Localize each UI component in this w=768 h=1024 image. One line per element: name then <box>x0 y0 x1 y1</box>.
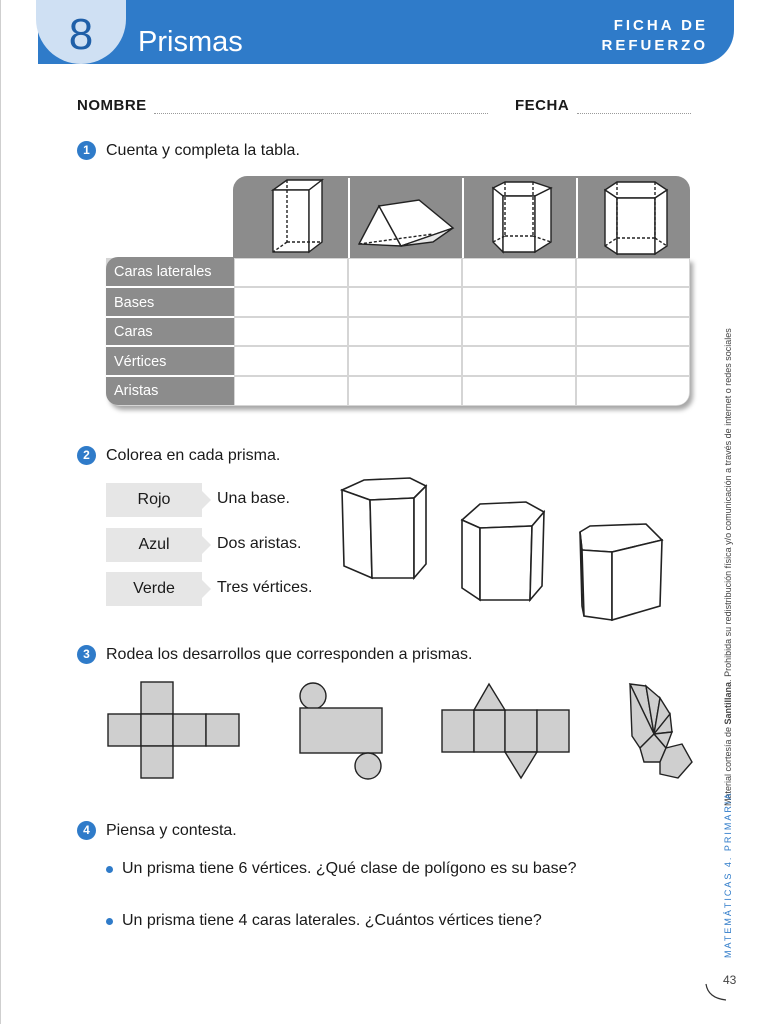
answer-cell[interactable] <box>463 259 575 286</box>
answer-cell[interactable] <box>577 259 689 286</box>
answer-cell[interactable] <box>235 377 347 405</box>
colour-instruction-azul: Dos aristas. <box>217 535 302 552</box>
exercise-3-number: 3 <box>77 645 96 664</box>
row-label-aristas: Aristas <box>114 383 159 399</box>
answer-cell[interactable] <box>349 347 461 375</box>
exercise-1-text: Cuenta y completa la tabla. <box>106 142 300 159</box>
rectangular-prism-icon <box>273 180 322 252</box>
answer-cell[interactable] <box>235 347 347 375</box>
answer-cell[interactable] <box>463 318 575 345</box>
net-pyramid-fan[interactable] <box>630 684 692 778</box>
answer-cell[interactable] <box>463 347 575 375</box>
copyright-prefix: Material cortesía de <box>723 724 733 806</box>
copyright-notice <box>723 328 733 806</box>
exercise-2-number: 2 <box>77 446 96 465</box>
exercise-2-text: Colorea en cada prisma. <box>106 447 281 464</box>
row-separator <box>106 316 234 318</box>
copyright-brand: Santillana <box>723 681 733 725</box>
net-cube[interactable] <box>108 682 239 778</box>
worksheet-type-line1: FICHA DE <box>613 17 708 34</box>
bullet-icon <box>106 866 113 873</box>
date-field[interactable] <box>577 113 691 114</box>
hexagonal-prism-colour-2 <box>462 502 544 600</box>
page-edge <box>0 0 1 1024</box>
answer-cell[interactable] <box>463 377 575 405</box>
row-label-caras: Caras <box>114 324 153 340</box>
answer-cell[interactable] <box>349 288 461 316</box>
date-label: FECHA <box>515 97 570 114</box>
row-separator <box>106 375 234 377</box>
exercise-3-text: Rodea los desarrollos que corresponden a prismas. <box>106 646 473 663</box>
name-label: NOMBRE <box>77 97 147 114</box>
row-label-caras-laterales: Caras laterales <box>114 264 212 280</box>
net-triangular-prism[interactable] <box>442 684 569 778</box>
unit-number: 8 <box>68 10 94 59</box>
colour-instruction-verde: Tres vértices. <box>217 579 313 596</box>
copyright-suffix: . Prohibida su redistribución física y/o comunicación a través de internet o redes sociales <box>723 328 733 682</box>
answer-cell[interactable] <box>235 288 347 316</box>
row-label-vertices: Vértices <box>114 354 167 370</box>
row-separator <box>106 286 234 288</box>
question-1: Un prisma tiene 6 vértices. ¿Qué clase de polígono es su base? <box>122 860 577 877</box>
answer-cell[interactable] <box>577 318 689 345</box>
net-cylinder[interactable] <box>300 683 382 779</box>
colour-tag-verde: Verde <box>106 572 202 606</box>
table-prism-icons <box>233 176 690 258</box>
worksheet-type-line2: REFUERZO <box>601 37 708 54</box>
pentagonal-prism-icon <box>493 182 551 252</box>
triangular-prism-icon <box>359 200 453 246</box>
exercise-4-text: Piensa y contesta. <box>106 822 237 839</box>
page-number: 43 <box>723 973 737 987</box>
book-title: MATEMÁTICAS 4. PRIMARIA <box>723 791 733 958</box>
pentagonal-prism-colour <box>580 524 662 620</box>
answer-cell[interactable] <box>349 377 461 405</box>
exercise-4-number: 4 <box>77 821 96 840</box>
prisms-to-colour <box>330 470 680 630</box>
exercise-1-number: 1 <box>77 141 96 160</box>
answer-cell[interactable] <box>349 259 461 286</box>
colour-tag-azul: Azul <box>106 528 202 562</box>
row-separator <box>106 345 234 347</box>
page-title: Prismas <box>138 26 243 58</box>
bullet-icon <box>106 918 113 925</box>
prism-nets <box>100 676 700 786</box>
answer-cell[interactable] <box>235 259 347 286</box>
answer-cell[interactable] <box>235 318 347 345</box>
hexagonal-prism-colour-1 <box>342 478 426 578</box>
question-2: Un prisma tiene 4 caras laterales. ¿Cuántos vértices tiene? <box>122 912 542 929</box>
answer-cell[interactable] <box>577 347 689 375</box>
colour-instruction-rojo: Una base. <box>217 490 290 507</box>
answer-cell[interactable] <box>577 288 689 316</box>
worksheet-type <box>560 16 708 56</box>
answer-cell[interactable] <box>577 377 689 405</box>
answer-cell[interactable] <box>463 288 575 316</box>
colour-tag-rojo: Rojo <box>106 483 202 517</box>
name-field[interactable] <box>154 113 488 114</box>
hexagonal-prism-icon <box>605 182 667 254</box>
page-corner-curve <box>704 982 728 1002</box>
answer-cell[interactable] <box>349 318 461 345</box>
row-label-bases: Bases <box>114 295 155 311</box>
